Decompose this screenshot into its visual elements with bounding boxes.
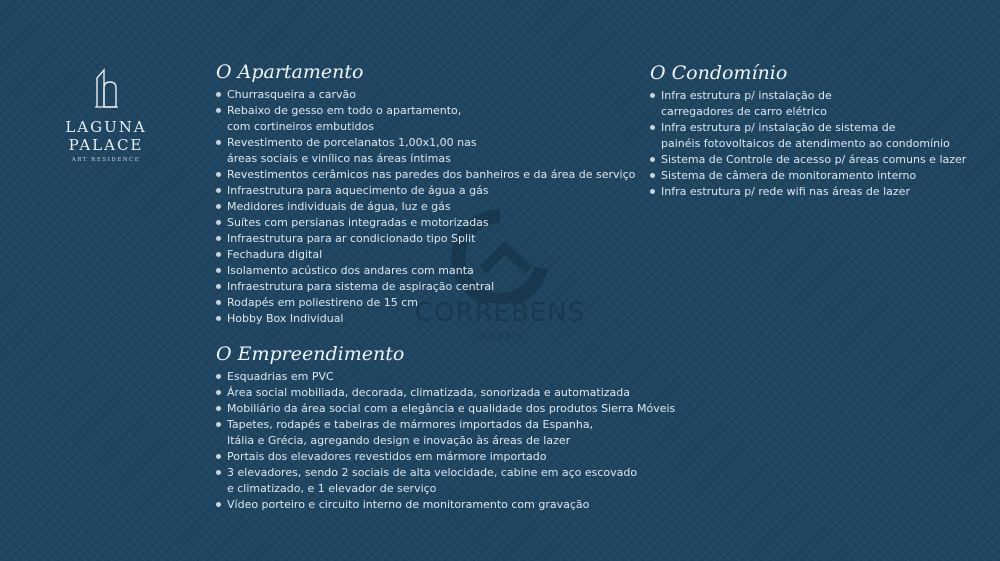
list-item-text: carregadores de carro elétrico bbox=[661, 105, 828, 118]
list-item bbox=[650, 168, 966, 184]
list-item-text: Sistema de câmera de monitoramento interno bbox=[661, 169, 917, 182]
list-item bbox=[650, 88, 966, 120]
bullet-icon bbox=[216, 92, 221, 97]
bullet-icon bbox=[216, 470, 221, 475]
bullet-icon bbox=[216, 502, 221, 507]
bullet-icon bbox=[216, 220, 221, 225]
bullet-icon bbox=[216, 390, 221, 395]
bullet-icon bbox=[216, 188, 221, 193]
bullet-icon bbox=[216, 316, 221, 321]
bullet-icon bbox=[650, 125, 655, 130]
bullet-icon bbox=[216, 236, 221, 241]
list-item-text: Esquadrias em PVC bbox=[227, 370, 334, 383]
list-item bbox=[216, 87, 635, 103]
list-item-text: Revestimento de porcelanatos 1,00x1,00 nas bbox=[227, 136, 477, 149]
bullet-icon bbox=[216, 172, 221, 177]
list-item bbox=[216, 103, 635, 135]
bullet-icon bbox=[216, 374, 221, 379]
list-item bbox=[216, 311, 635, 327]
bullet-icon bbox=[216, 252, 221, 257]
list-item bbox=[216, 295, 635, 311]
section-apartamento bbox=[216, 61, 635, 327]
logo-line1: LAGUNA bbox=[65, 118, 147, 136]
list-item bbox=[216, 183, 635, 199]
list-item-text: Rebaixo de gesso em todo o apartamento, bbox=[227, 104, 462, 117]
list-item-text: Infraestrutura para aquecimento de água a gás bbox=[227, 184, 489, 197]
watermark-sub: IMÓVEIS bbox=[476, 332, 524, 341]
section-empreendimento bbox=[216, 343, 675, 513]
list-item bbox=[216, 231, 635, 247]
list-item-text: Infra estrutura p/ instalação de bbox=[661, 89, 832, 102]
list-item bbox=[216, 247, 635, 263]
list-empreendimento bbox=[216, 369, 675, 513]
list-item-text: Rodapés em poliestireno de 15 cm bbox=[227, 296, 419, 309]
bullet-icon bbox=[650, 93, 655, 98]
list-item-text: Revestimentos cerâmicos nas paredes dos banheiros e da área de serviço bbox=[227, 168, 636, 181]
logo-line2: PALACE bbox=[68, 136, 144, 154]
section-title-apartamento: O Apartamento bbox=[216, 61, 364, 83]
list-item bbox=[216, 385, 675, 401]
list-item bbox=[216, 199, 635, 215]
logo bbox=[58, 68, 154, 163]
list-item bbox=[650, 184, 966, 200]
bullet-icon bbox=[216, 268, 221, 273]
watermark-text: CORREBENS bbox=[414, 298, 586, 328]
list-item-text: com cortineiros embutidos bbox=[227, 120, 374, 133]
bullet-icon bbox=[216, 300, 221, 305]
section-condominio bbox=[650, 62, 966, 200]
list-item-text: Suítes com persianas integradas e motorizadas bbox=[227, 216, 489, 229]
bullet-icon bbox=[216, 140, 221, 145]
list-item bbox=[216, 135, 635, 167]
list-item bbox=[216, 401, 675, 417]
section-title-condominio: O Condomínio bbox=[650, 62, 788, 84]
list-item-text: Churrasqueira a carvão bbox=[227, 88, 357, 101]
list-item bbox=[650, 120, 966, 152]
bullet-icon bbox=[650, 157, 655, 162]
list-item bbox=[216, 263, 635, 279]
bullet-icon bbox=[216, 406, 221, 411]
list-item-text: Vídeo porteiro e circuito interno de monitoramento com gravação bbox=[227, 498, 590, 511]
list-item-text: 3 elevadores, sendo 2 sociais de alta velocidade, cabine em aço escovado bbox=[227, 466, 638, 479]
list-item-text: áreas sociais e vinílico nas áreas íntimas bbox=[227, 152, 451, 165]
list-item-text: Infraestrutura para sistema de aspiração central bbox=[227, 280, 495, 293]
list-item bbox=[216, 167, 635, 183]
list-item bbox=[216, 497, 675, 513]
bullet-icon bbox=[216, 204, 221, 209]
list-item-text: Sistema de Controle de acesso p/ áreas comuns e lazer bbox=[661, 153, 967, 166]
bullet-icon bbox=[216, 284, 221, 289]
list-item-text: Infra estrutura p/ rede wifi nas áreas de lazer bbox=[661, 185, 910, 198]
list-apartamento bbox=[216, 87, 635, 327]
list-item-text: Portais dos elevadores revestidos em mármore importado bbox=[227, 450, 547, 463]
list-item-text: Medidores individuais de água, luz e gás bbox=[227, 200, 451, 213]
list-item bbox=[650, 152, 966, 168]
bullet-icon bbox=[216, 454, 221, 459]
list-item bbox=[216, 369, 675, 385]
logo-line3: ART RESIDENCE bbox=[71, 157, 141, 163]
list-item bbox=[216, 417, 675, 449]
list-item-text: Tapetes, rodapés e tabeiras de mármores importados da Espanha, bbox=[227, 418, 594, 431]
list-item-text: Isolamento acústico dos andares com manta bbox=[227, 264, 474, 277]
list-item bbox=[216, 215, 635, 231]
list-item bbox=[216, 465, 675, 497]
bullet-icon bbox=[650, 189, 655, 194]
list-item-text: Itália e Grécia, agregando design e inovação às áreas de lazer bbox=[227, 434, 571, 447]
list-item bbox=[216, 279, 635, 295]
list-item-text: Mobiliário da área social com a elegância e qualidade dos produtos Sierra Móveis bbox=[227, 402, 676, 415]
list-item-text: painéis fotovoltaicos de atendimento ao condomínio bbox=[661, 137, 950, 150]
bullet-icon bbox=[216, 422, 221, 427]
list-item-text: Infraestrutura para ar condicionado tipo Split bbox=[227, 232, 476, 245]
list-item-text: Área social mobiliada, decorada, climatizada, sonorizada e automatizada bbox=[227, 386, 631, 399]
list-item-text: Infra estrutura p/ instalação de sistema de bbox=[661, 121, 896, 134]
bullet-icon bbox=[216, 108, 221, 113]
list-item-text: e climatizado, e 1 elevador de serviço bbox=[227, 482, 437, 495]
building-icon bbox=[93, 68, 119, 108]
list-condominio bbox=[650, 88, 966, 200]
list-item-text: Hobby Box Individual bbox=[227, 312, 344, 325]
bullet-icon bbox=[650, 173, 655, 178]
list-item-text: Fechadura digital bbox=[227, 248, 323, 261]
section-title-empreendimento: O Empreendimento bbox=[216, 343, 405, 365]
list-item bbox=[216, 449, 675, 465]
